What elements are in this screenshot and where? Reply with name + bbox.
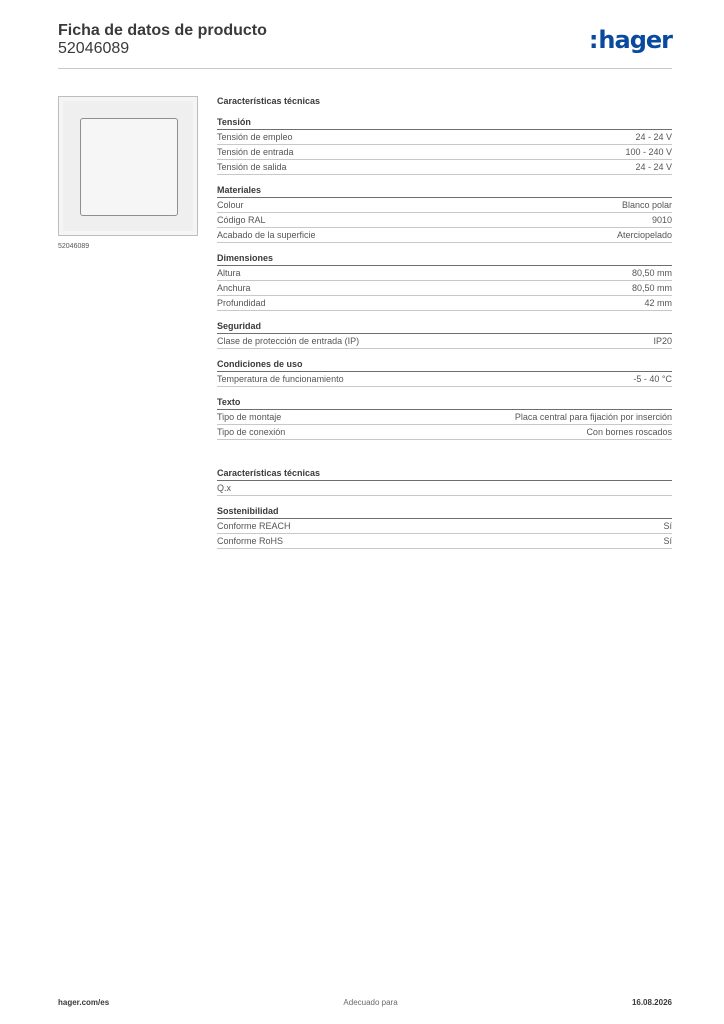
spec-value: Aterciopelado xyxy=(616,230,672,240)
spec-value: 42 mm xyxy=(644,298,672,308)
spec-row xyxy=(217,481,672,496)
spec-section xyxy=(217,359,672,387)
footer-date: 16.08.2026 xyxy=(631,998,672,1007)
spec-value: Placa central para fijación por inserción xyxy=(514,412,672,422)
spec-row xyxy=(217,228,672,243)
spec-row xyxy=(217,198,672,213)
spec-label: Tensión de empleo xyxy=(217,132,293,142)
page-footer xyxy=(58,998,672,1007)
section-heading: Seguridad xyxy=(217,321,672,334)
document-title: Ficha de datos de producto xyxy=(58,22,267,39)
spec-row xyxy=(217,425,672,440)
spec-row xyxy=(217,130,672,145)
spec-label: Tensión de salida xyxy=(217,162,287,172)
spec-row xyxy=(217,296,672,311)
spec-sections xyxy=(217,117,672,440)
section-gap xyxy=(217,450,672,468)
spec-label: Conforme REACH xyxy=(217,521,291,531)
spec-value: -5 - 40 °C xyxy=(633,374,672,384)
spec-label: Acabado de la superficie xyxy=(217,230,316,240)
spec-label: Anchura xyxy=(217,283,251,293)
spec-section xyxy=(217,185,672,243)
spec-label: Clase de protección de entrada (IP) xyxy=(217,336,360,346)
document-header xyxy=(58,22,672,58)
logo-text: hager xyxy=(598,26,672,54)
spec-label: Q.x xyxy=(217,483,232,493)
spec-label: Temperatura de funcionamiento xyxy=(217,374,344,384)
section-heading: Dimensiones xyxy=(217,253,672,266)
spec-label: Profundidad xyxy=(217,298,266,308)
spec-section xyxy=(217,117,672,175)
logo-mark: : xyxy=(588,26,598,54)
image-caption: 52046089 xyxy=(58,243,90,250)
spec-row xyxy=(217,266,672,281)
spec-section xyxy=(217,397,672,440)
spec-value: 24 - 24 V xyxy=(635,132,672,142)
product-image xyxy=(58,96,198,236)
section-heading: Sostenibilidad xyxy=(217,506,672,519)
spec-label: Colour xyxy=(217,200,244,210)
spec-value: 9010 xyxy=(651,215,672,225)
switch-rocker xyxy=(80,118,178,216)
spec-row xyxy=(217,372,672,387)
spec-value: IP20 xyxy=(653,336,672,346)
spec-row xyxy=(217,534,672,549)
spec-table xyxy=(217,96,672,559)
spec-label: Tensión de entrada xyxy=(217,147,294,157)
section-heading: Texto xyxy=(217,397,672,410)
section-heading: Materiales xyxy=(217,185,672,198)
spec-label: Conforme RoHS xyxy=(217,536,284,546)
spec-value: 24 - 24 V xyxy=(635,162,672,172)
spec-row xyxy=(217,160,672,175)
section-heading: Características técnicas xyxy=(217,468,672,481)
spec-value: Sí xyxy=(663,536,672,546)
spec-label: Altura xyxy=(217,268,241,278)
spec-value: Blanco polar xyxy=(621,200,672,210)
spec-label: Código RAL xyxy=(217,215,266,225)
spec-value: Sí xyxy=(663,521,672,531)
spec-row xyxy=(217,281,672,296)
spec-row xyxy=(217,145,672,160)
spec-row xyxy=(217,334,672,349)
product-number: 52046089 xyxy=(58,40,130,57)
spec-section xyxy=(217,506,672,549)
spec-value: 100 - 240 V xyxy=(625,147,672,157)
spec-title: Características técnicas xyxy=(217,96,321,106)
spec-section xyxy=(217,468,672,496)
header-divider xyxy=(58,68,672,69)
hager-logo xyxy=(589,26,672,54)
spec-row xyxy=(217,213,672,228)
spec-section xyxy=(217,253,672,311)
spec-row xyxy=(217,410,672,425)
spec-row xyxy=(217,519,672,534)
spec-value: 80,50 mm xyxy=(631,268,672,278)
footer-center-text: Adecuado para xyxy=(343,998,398,1007)
spec-label: Tipo de montaje xyxy=(217,412,282,422)
footer-website: hager.com/es xyxy=(58,998,110,1007)
section-heading: Tensión xyxy=(217,117,672,130)
spec-label: Tipo de conexión xyxy=(217,427,286,437)
spec-value: 80,50 mm xyxy=(631,283,672,293)
spec-section xyxy=(217,321,672,349)
section-heading: Condiciones de uso xyxy=(217,359,672,372)
spec-value: Con bornes roscados xyxy=(586,427,672,437)
extra-spec-sections xyxy=(217,468,672,549)
